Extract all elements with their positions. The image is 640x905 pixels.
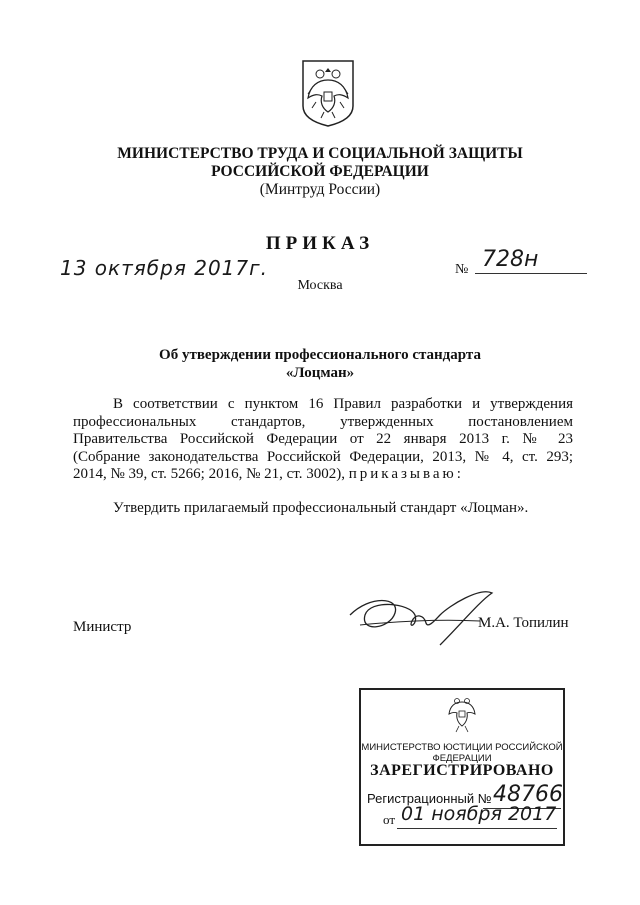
stamp-organization: МИНИСТЕРСТВО ЮСТИЦИИ РОССИЙСКОЙ ФЕДЕРАЦИИ [361,742,563,764]
body-line: Правительства Российской Федерации от 22 января 2013 г. № 23 [73,431,573,447]
signer-role: Министр [73,619,132,635]
handwritten-signature [340,585,500,655]
stamp-date-label: от [383,812,396,827]
order-number: 728н [482,247,539,272]
stamp-reg-number: 48766 [493,782,563,807]
stamp-reg-number-label: Регистрационный № [367,791,492,806]
ministry-name-line2: РОССИЙСКОЙ ФЕДЕРАЦИИ [211,163,429,180]
subject-line1: Об утверждении профессионального стандарта [159,347,481,363]
approval-sentence: Утвердить прилагаемый профессиональный стандарт «Лоцман». [113,500,529,516]
stamp-date-underline [397,828,557,829]
stamp-date: 01 ноября 2017 [401,803,557,825]
body-line [73,466,573,484]
order-title: ПРИКАЗ [265,233,375,254]
order-number-label: № [455,262,469,277]
body-line: (Собрание законодательства Российской Федерации, 2013, № 4, ст. 293; [73,448,573,465]
order-city: Москва [297,278,343,293]
body-paragraph [73,396,573,484]
body-line-text: 2014, № 39, ст. 5266; 2016, № 21, ст. 3002), [73,466,345,482]
subject-line2: «Лоцман» [285,365,355,381]
signer-name: М.А. Топилин [478,615,569,631]
registration-stamp [359,688,565,846]
order-date: 13 октября 2017г. [60,256,268,280]
body-line: В соответствии с пунктом 16 Правил разработки и утверждения [113,396,573,412]
stamp-status: ЗАРЕГИСТРИРОВАНО [370,762,554,779]
ministry-name-line1: МИНИСТЕРСТВО ТРУДА И СОЦИАЛЬНОЙ ЗАЩИТЫ [117,145,523,162]
ministry-short-name: (Минтруд России) [259,181,381,198]
coat-of-arms-icon [300,58,356,128]
order-verb: приказываю: [348,466,464,482]
stamp-coat-of-arms-icon [445,696,479,736]
order-number-underline [475,273,587,274]
body-line: профессиональных стандартов, утвержденных постановлением [73,413,573,430]
